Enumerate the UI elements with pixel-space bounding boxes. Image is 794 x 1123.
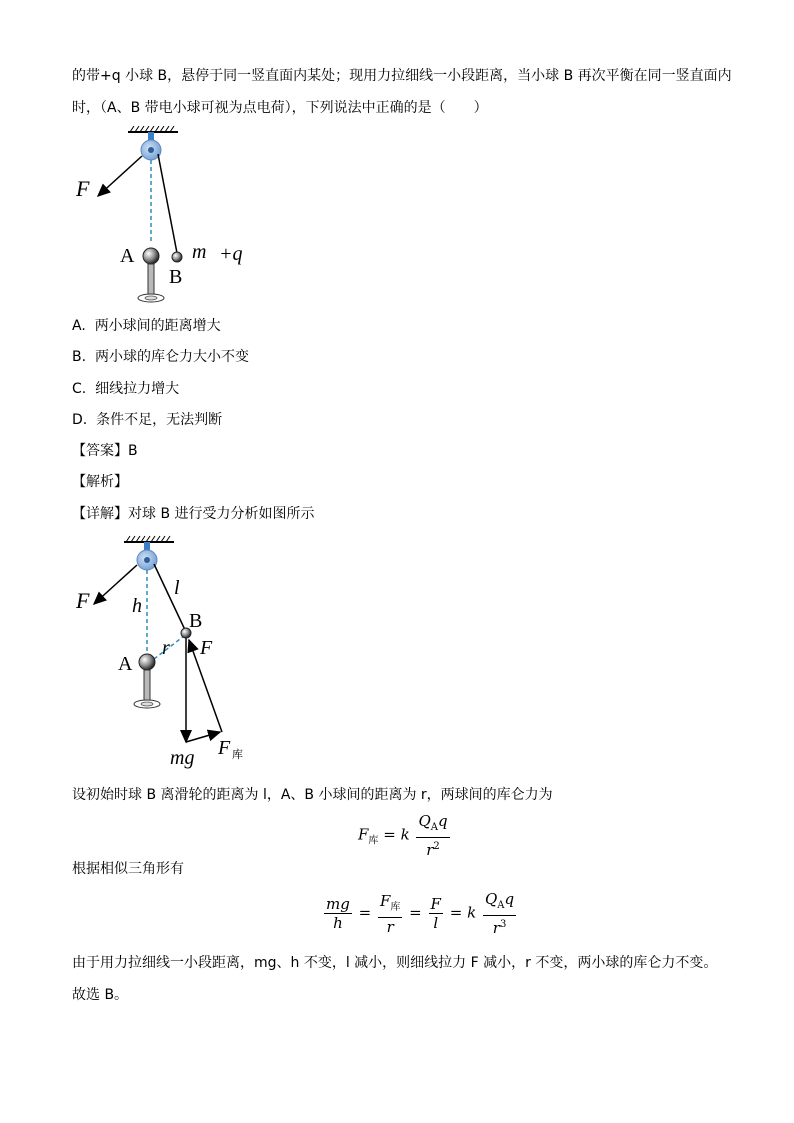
pulley-2 xyxy=(137,542,157,570)
question-line-1: 的带+q 小球 B，悬停于同一竖直面内某处；现用力拉细线一小段距离，当小球 B 再次平衡在同一竖直面内 xyxy=(72,68,732,84)
label-b: B xyxy=(169,266,183,288)
ceiling-hatch xyxy=(128,126,178,132)
string-l xyxy=(154,564,186,632)
label-h: h xyxy=(132,595,142,617)
eq2-fku: F xyxy=(379,891,391,910)
equation-similar xyxy=(322,890,518,937)
ceiling-hatch-2 xyxy=(124,536,174,542)
eq2-equals-2: = xyxy=(409,903,422,922)
ball-a-stand-2 xyxy=(134,654,160,708)
label-l: l xyxy=(174,577,180,599)
eq1-lhs: F xyxy=(358,825,369,844)
eq1-num-q: Q xyxy=(418,812,431,830)
option-d xyxy=(72,410,222,430)
option-b xyxy=(72,347,249,367)
option-c-text: 细线拉力增大 xyxy=(95,381,180,397)
eq2-qq: q xyxy=(504,890,515,908)
conclusion-text: 由于用力拉细线一小段距离，mg、h 不变，l 减小，则细线拉力 F 减小，r 不变，两小球的库仑力不变。 xyxy=(72,955,718,971)
eq2-r: r xyxy=(386,917,394,936)
eq2-qa-sub: A xyxy=(497,900,505,911)
option-a-key: A. xyxy=(72,318,86,334)
eq2-l: l xyxy=(433,914,439,932)
option-a xyxy=(72,316,221,336)
eq1-num-qq: q xyxy=(437,812,448,830)
similar-triangle-text: 根据相似三角形有 xyxy=(72,861,184,877)
ball-a-stand xyxy=(138,248,164,302)
analysis-label: 【解析】 xyxy=(72,474,128,490)
label-a-2: A xyxy=(118,653,133,675)
eq2-equals-1: = xyxy=(358,903,372,922)
final-text: 故选 B。 xyxy=(72,987,129,1003)
string-to-b xyxy=(158,154,177,253)
label-f-ku-sub: 库 xyxy=(232,748,243,761)
detail-text: 对球 B 进行受力分析如图所示 xyxy=(128,506,315,522)
option-b-key: B. xyxy=(72,349,87,365)
detail-line xyxy=(72,504,315,524)
ball-b xyxy=(172,252,182,262)
eq2-k: k xyxy=(467,903,477,922)
option-d-text: 条件不足，无法判断 xyxy=(96,412,223,428)
eq1-fraction xyxy=(416,812,449,859)
eq2-qa: Q xyxy=(484,890,498,908)
label-b-2: B xyxy=(189,610,203,632)
label-mg: mg xyxy=(170,747,195,769)
detail-label: 【详解】 xyxy=(72,506,128,522)
eq2-h: h xyxy=(333,914,343,932)
eq2-r3: r xyxy=(492,919,500,937)
label-f: F xyxy=(76,176,90,201)
option-c-key: C. xyxy=(72,381,87,397)
label-r: r xyxy=(162,637,170,659)
figure-question-setup xyxy=(70,126,270,311)
eq2-frac-qa-r3 xyxy=(483,890,516,937)
label-a: A xyxy=(120,245,135,267)
label-f-tension: F xyxy=(200,637,213,659)
label-f-ku: F xyxy=(218,737,231,759)
coulomb-arrow xyxy=(186,732,220,742)
eq1-equals: = xyxy=(383,825,396,844)
eq1-lhs-sub: 库 xyxy=(368,835,379,847)
eq2-equals-3: = xyxy=(449,903,463,922)
setup-text: 设初始时球 B 离滑轮的距离为 l，A、B 小球间的距离为 r，两球间的库仑力为 xyxy=(72,787,553,803)
answer-line xyxy=(72,441,138,461)
option-a-text: 两小球间的距离增大 xyxy=(94,318,221,334)
answer-value: B xyxy=(128,443,138,459)
force-arrow-f xyxy=(98,156,142,196)
eq1-den-r: r xyxy=(426,841,434,859)
eq1-den-sup: 2 xyxy=(433,841,440,852)
eq2-r3-sup: 3 xyxy=(499,919,507,930)
eq2-fku-sub: 库 xyxy=(390,901,401,913)
question-line-2: 时，（A、B 带电小球可视为点电荷），下列说法中正确的是（ ） xyxy=(72,100,488,116)
answer-label: 【答案】 xyxy=(72,443,128,459)
eq1-k: k xyxy=(400,825,410,844)
eq2-frac-mg-h xyxy=(324,895,352,932)
eq2-frac-fku-r xyxy=(378,892,402,936)
eq2-frac-f-l xyxy=(429,895,443,932)
option-c xyxy=(72,379,179,399)
option-d-key: D. xyxy=(72,412,88,428)
equation-coulomb xyxy=(358,812,452,859)
label-m: m xyxy=(192,241,207,263)
figure-force-analysis xyxy=(70,532,270,772)
label-q: +q xyxy=(219,243,243,265)
eq2-f: F xyxy=(430,895,441,913)
eq2-mg: mg xyxy=(326,895,350,913)
force-arrow-f-2 xyxy=(94,565,137,604)
option-b-text: 两小球的库仑力大小不变 xyxy=(94,349,249,365)
eq1-num-sub: A xyxy=(430,822,438,833)
label-f-left: F xyxy=(76,588,90,613)
